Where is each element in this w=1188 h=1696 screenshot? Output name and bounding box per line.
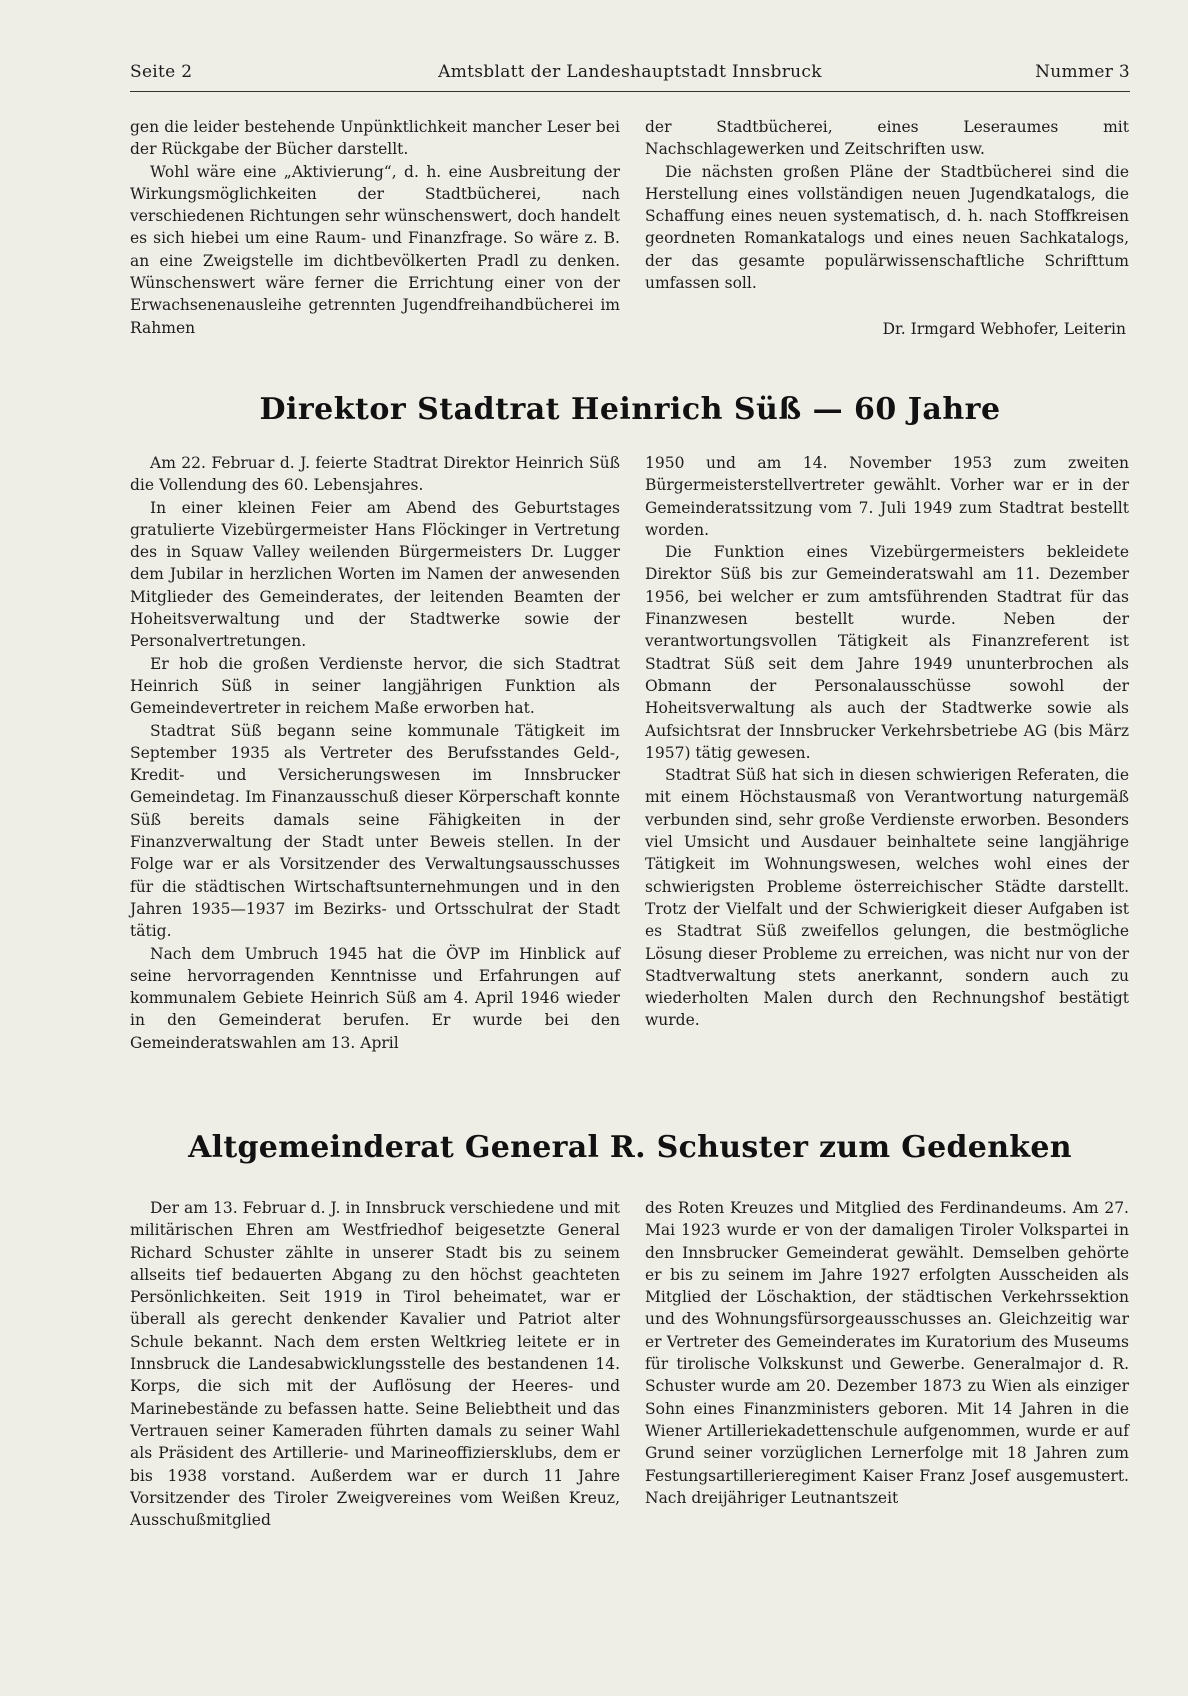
article1-right-column — [645, 452, 1129, 1032]
paragraph: des Roten Kreuzes und Mitglied des Ferdinandeums. Am 27. Mai 1923 wurde er von der damaligen Tiroler Volkspartei in den Innsbrucker Gemeinderat gewählt. Demselben gehörte er bis zu seinem im Jahre 1927 erfolgten Ausscheiden als Mitglied der Löschaktion, der städtischen Verkehrssektion und des Wohnungsfürsorgeausschusses an. Gleichzeitig war er Vertreter des Gemeinderates im Kuratorium des Museums für tirolische Volkskunst und Gewerbe. Generalmajor d. R. Schuster wurde am 20. Dezember 1873 zu Wien als einziger Sohn eines Finanzministers geboren. Mit 14 Jahren in die Wiener Artilleriekadettenschule aufgenommen, wurde er auf Grund seiner vorzüglichen Lernerfolge mit 18 Jahren zum Festungsartillerieregiment Kaiser Franz Josef ausgemustert. Nach dreijähriger Leutnantszeit — [645, 1199, 1129, 1507]
paragraph: Stadtrat Süß begann seine kommunale Tätigkeit im September 1935 als Vertreter des Berufsstandes Geld-, Kredit- und Versicherungswesen im Innsbrucker Gemeindetag. Im Finanzausschuß dieser Körperschaft konnte Süß bereits damals seine Fähigkeiten in der Finanzverwaltung der Stadt unter Beweis stellen. In der Folge war er als Vorsitzender des Verwaltungsausschusses für die städtischen Wirtschaftsunternehmungen und in den Jahren 1935—1937 im Bezirks- und Ortsschulrat der Stadt tätig. — [130, 721, 620, 941]
page-number: Seite 2 — [130, 62, 193, 82]
article2-left-column — [130, 1197, 620, 1531]
article1-left-column — [130, 452, 620, 1054]
page-header — [130, 62, 1130, 86]
paragraph: In einer kleinen Feier am Abend des Geburtstages gratulierte Vizebürgermeister Hans Flöckinger in Vertretung des in Squaw Valley weilenden Bürgermeisters Dr. Lugger dem Jubilar in herzlichen Worten im Namen der anwesenden Mitglieder des Gemeinderates, der leitenden Beamten der Hoheitsverwaltung und der Stadtwerke sowie der Personalvertretungen. — [130, 498, 620, 651]
paragraph: Am 22. Februar d. J. feierte Stadtrat Direktor Heinrich Süß die Vollendung des 60. Lebensjahres. — [130, 454, 620, 495]
paragraph: Stadtrat Süß hat sich in diesen schwierigen Referaten, die mit einem Höchstausmaß von Verantwortung naturgemäß verbunden sind, sehr große Verdienste erworben. Besonders viel Umsicht und Ausdauer beinhaltete seine langjährige Tätigkeit im Wohnungswesen, welches wohl eines der schwierigsten Probleme österreichischer Städte darstellt. Trotz der Vielfalt und der Schwierigkeit dieser Aufgaben ist es Stadtrat Süß zweifellos gelungen, die bestmögliche Lösung dieser Probleme zu erreichen, was nicht nur von der Stadtverwaltung stets anerkannt, sondern auch zu wiederholten Malen durch den Rechnungshof bestätigt wurde. — [645, 766, 1129, 1030]
paragraph: Die nächsten großen Pläne der Stadtbücherei sind die Herstellung eines vollständigen neuen Jugendkatalogs, die Schaffung eines neuen systematisch, d. h. nach Stoffkreisen geordneten Romankatalogs und eines neuen Sachkatalogs, der das gesamte populärwissenschaftliche Schrifttum umfassen soll. — [645, 162, 1129, 293]
issue-number: Nummer 3 — [1035, 62, 1130, 82]
paragraph: Der am 13. Februar d. J. in Innsbruck verschiedene und mit militärischen Ehren am Westfriedhof beigesetzte General Richard Schuster zählte in unserer Stadt bis zu seinem allseits tief bedauerten Abgang zu den höchst geachteten Persönlichkeiten. Seit 1919 in Tirol beheimatet, war er überall als gerecht denkender Kavalier und Patriot alter Schule bekannt. Nach dem ersten Weltkrieg leitete er in Innsbruck die Landesabwicklungsstelle des bestandenen 14. Korps, die sich mit der Auflösung der Heeres- und Marinebestände zu befassen hatte. Seine Beliebtheit und das Vertrauen seiner Kameraden führten damals zu seiner Wahl als Präsident des Artillerie- und Marineoffiziersklubs, dem er bis 1938 vorstand. Außerdem war er durch 11 Jahre Vorsitzender des Tiroler Zweigvereines vom Weißen Kreuz, Ausschußmitglied — [130, 1199, 620, 1530]
paragraph: Er hob die großen Verdienste hervor, die sich Stadtrat Heinrich Süß in seiner langjährigen Funktion als Gemeindevertreter in reichem Maße erworben hat. — [130, 654, 620, 718]
paragraph: Wohl wäre eine „Aktivierung“, d. h. eine Ausbreitung der Wirkungsmöglichkeiten der Stadtbücherei, nach verschiedenen Richtungen sehr wünschenswert, doch handelt es sich hiebei um eine Raum- und Finanzfrage. So wäre z. B. an eine Zweigstelle im dichtbevölkerten Pradl zu denken. Wünschenswert wäre ferner die Errichtung einer von der Erwachsenenausleihe getrennten Jugendfreihandbücherei im Rahmen — [130, 162, 620, 337]
paragraph: gen die leider bestehende Unpünktlichkeit mancher Leser bei der Rückgabe der Bücher darstellt. — [130, 118, 620, 159]
article-headline: Altgemeinderat General R. Schuster zum Gedenken — [188, 1130, 1072, 1165]
paragraph: der Stadtbücherei, eines Leseraumes mit Nachschlagewerken und Zeitschriften usw. — [645, 118, 1129, 159]
intro-right-column — [645, 116, 1129, 294]
paragraph: Nach dem Umbruch 1945 hat die ÖVP im Hinblick auf seine hervorragenden Kenntnisse und Erfahrungen auf kommunalem Gebiete Heinrich Süß am 4. April 1946 wieder in den Gemeinderat berufen. Er wurde bei den Gemeinderatswahlen am 13. April — [130, 944, 620, 1052]
author-signature: Dr. Irmgard Webhofer, Leiterin — [882, 320, 1126, 338]
paragraph: 1950 und am 14. November 1953 zum zweiten Bürgermeisterstellvertreter gewählt. Vorher war er in der Gemeinderatssitzung vom 7. Juli 1949 zum Stadtrat bestellt worden. — [645, 454, 1129, 539]
intro-left-column — [130, 116, 620, 339]
paragraph: Die Funktion eines Vizebürgermeisters bekleidete Direktor Süß bis zur Gemeinderatswahl am 11. Dezember 1956, bei welcher er zum amtsführenden Stadtrat für das Finanzwesen bestellt wurde. Neben der verantwortungsvollen Tätigkeit als Finanzreferent ist Stadtrat Süß seit dem Jahre 1949 ununterbrochen als Obmann der Personalausschüsse sowohl der Hoheitsverwaltung als auch der Stadtwerke sowie als Aufsichtsrat der Innsbrucker Verkehrsbetriebe AG (bis März 1957) tätig gewesen. — [645, 543, 1129, 762]
publication-title: Amtsblatt der Landeshauptstadt Innsbruck — [438, 62, 822, 82]
article2-right-column — [645, 1197, 1129, 1509]
article-headline: Direktor Stadtrat Heinrich Süß — 60 Jahre — [259, 392, 1001, 427]
header-rule — [130, 91, 1130, 92]
